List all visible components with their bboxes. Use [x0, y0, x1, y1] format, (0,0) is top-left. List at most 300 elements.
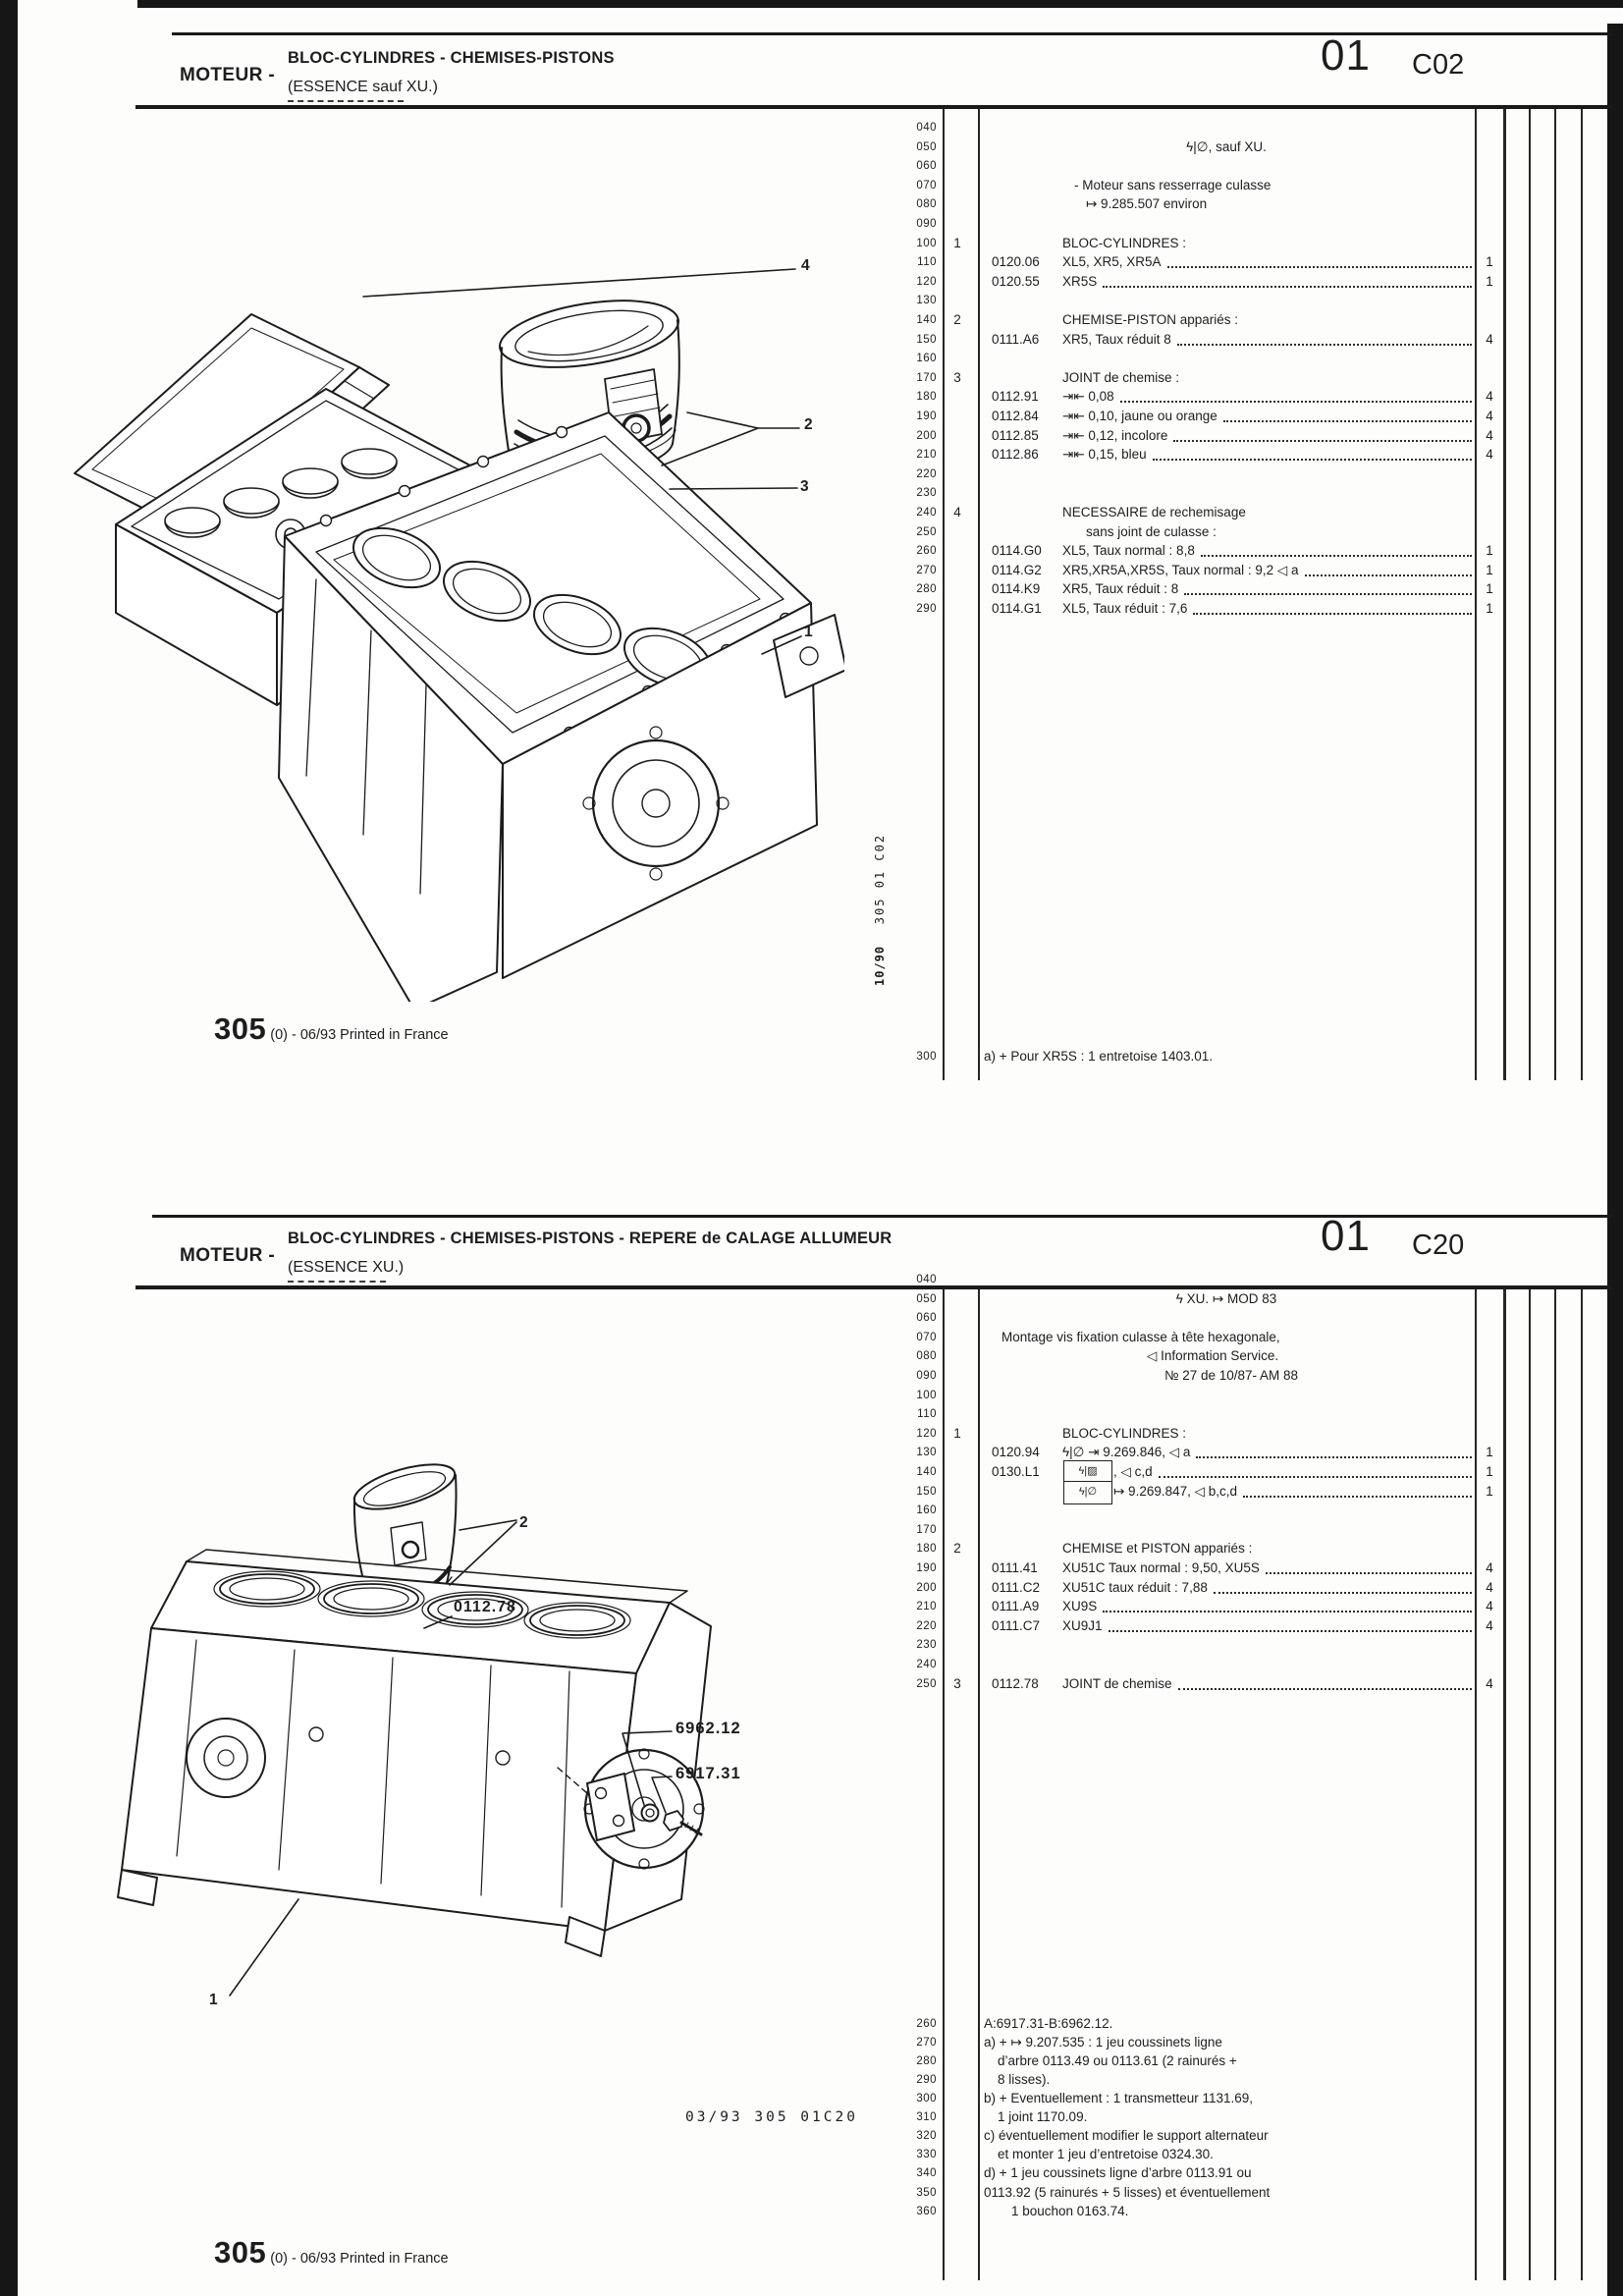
line-number: 070 [916, 180, 937, 191]
item-number [937, 2203, 978, 2204]
table-row [911, 369, 1504, 389]
table-row [911, 292, 1504, 311]
row-content [978, 2034, 1475, 2053]
table-row [911, 235, 1504, 254]
quantity [1475, 2146, 1504, 2147]
row-content [978, 2090, 1475, 2109]
item-number [937, 2146, 978, 2147]
item-number [937, 1521, 978, 1522]
line-number: 040 [916, 1274, 937, 1285]
row-text: b) + Eventuellement : 1 transmetteur 1131.69, [984, 2091, 1254, 2105]
callout-1: 1 [804, 624, 813, 640]
line-number: 080 [916, 198, 937, 210]
row-text: BLOC-CYLINDRES : [1062, 236, 1187, 250]
row-text: XU51C taux réduit : 7,88 [1062, 1580, 1208, 1595]
item-number: 3 [953, 1676, 961, 1691]
item-number [937, 427, 978, 428]
item-number [937, 1387, 978, 1388]
item-number [937, 1559, 978, 1560]
row-text: 8 lisses). [998, 2072, 1051, 2087]
item-number [937, 292, 978, 293]
line-number: 060 [916, 160, 937, 172]
row-content [978, 1579, 1475, 1599]
row-text: ⇥⇤ 0,12, incolore [1062, 428, 1168, 443]
line-number: 220 [916, 468, 937, 480]
rule-header-bottom-1 [135, 105, 1612, 109]
line-number: 290 [916, 603, 937, 615]
margin-vline [1529, 1289, 1531, 2280]
quantity [1475, 2203, 1504, 2204]
quantity: 1 [1486, 581, 1493, 596]
line-number: 350 [916, 2187, 937, 2199]
part-code: 0112.84 [992, 409, 1039, 423]
dot-leader [1193, 600, 1472, 615]
quantity [1475, 1405, 1504, 1406]
callout-2: 2 [804, 416, 813, 433]
row-text: d’arbre 0113.49 ou 0113.61 (2 rainurés + [998, 2053, 1237, 2068]
quantity: 4 [1486, 1599, 1493, 1613]
part-label-6917-31: 6917.31 [676, 1765, 741, 1782]
table-row [911, 1675, 1504, 1695]
row-content [978, 2184, 1475, 2204]
table-row [911, 446, 1504, 465]
line-number: 360 [916, 2206, 937, 2217]
table-row [911, 465, 1504, 485]
line-number: 190 [916, 410, 937, 422]
row-text: 1 bouchon 0163.74. [1011, 2204, 1129, 2218]
row-content [978, 580, 1475, 600]
rule-top-1 [172, 32, 1612, 35]
quantity [1475, 2184, 1504, 2185]
footer-number: 305 [214, 2235, 267, 2269]
line-number: 300 [916, 1051, 937, 1063]
item-number [937, 2052, 978, 2053]
row-content [978, 2071, 1475, 2091]
row-content [978, 253, 1475, 273]
row-content [978, 1048, 1475, 1067]
item-number [937, 2127, 978, 2128]
quantity [1475, 350, 1504, 351]
callout-4: 4 [801, 257, 810, 274]
line-number: 200 [916, 430, 937, 442]
row-content [978, 2127, 1475, 2147]
row-text: ϟ|∅, sauf XU. [1186, 139, 1267, 154]
row-content [978, 1425, 1475, 1445]
quantity [1475, 235, 1504, 236]
line-number: 150 [916, 1486, 937, 1498]
item-number [937, 562, 978, 563]
row-content [978, 331, 1475, 351]
row-content [978, 1675, 1475, 1695]
row-text: CHEMISE et PISTON appariés : [1062, 1541, 1253, 1556]
symbol-box-top: ϟ|▨ [1064, 1461, 1111, 1482]
quantity [1475, 1309, 1504, 1310]
line-number: 280 [916, 583, 937, 595]
section2-group-number: 01 [1321, 1212, 1371, 1260]
line-number: 060 [916, 1312, 937, 1324]
row-content [978, 1656, 1475, 1675]
table-row [911, 1579, 1504, 1599]
table-row [911, 1617, 1504, 1637]
row-content [978, 215, 1475, 235]
row-content [978, 1598, 1475, 1617]
line-number: 170 [916, 1524, 937, 1536]
line-number: 180 [916, 391, 937, 403]
row-content [978, 119, 1475, 138]
table-row [911, 2184, 1504, 2204]
row-content [978, 1309, 1475, 1329]
table-row [911, 1521, 1504, 1541]
equipment-symbol-box [1063, 1460, 1112, 1504]
table-row [911, 1444, 1504, 1463]
item-number: 2 [953, 1541, 961, 1556]
row-text: ⇥⇤ 0,15, bleu [1062, 447, 1147, 462]
row-content [978, 1463, 1475, 1483]
quantity [1475, 2052, 1504, 2053]
quantity [1475, 1656, 1504, 1657]
row-text: № 27 de 10/87- AM 88 [1164, 1368, 1299, 1383]
quantity: 1 [1486, 1484, 1493, 1499]
part-code: 0111.A9 [992, 1599, 1040, 1613]
row-text: XU51C Taux normal : 9,50, XU5S [1062, 1560, 1260, 1575]
dot-leader [1223, 408, 1472, 422]
item-number [937, 2090, 978, 2091]
table-row [911, 1463, 1504, 1483]
part-code: 0111.C2 [992, 1580, 1041, 1595]
margin-vline [1581, 1289, 1583, 2280]
engine-block-drawing-c20 [59, 1434, 903, 2082]
imprint-ref: 305 01 C02 [873, 833, 887, 925]
quantity [1475, 195, 1504, 196]
margin-vline [1581, 109, 1583, 1080]
line-number: 250 [916, 526, 937, 538]
part-code: 0112.78 [992, 1676, 1039, 1691]
row-text: ⇥⇤ 0,10, jaune ou orange [1062, 409, 1217, 423]
table-row [911, 2034, 1504, 2053]
item-number [937, 1271, 978, 1272]
section1-subtitle: (ESSENCE sauf XU.) [288, 79, 438, 95]
row-text: CHEMISE-PISTON appariés : [1062, 312, 1239, 327]
quantity [1475, 369, 1504, 370]
row-text: et monter 1 jeu d’entretoise 0324.30. [998, 2147, 1214, 2161]
line-number: 100 [916, 238, 937, 249]
rule-top-2 [152, 1215, 1612, 1218]
item-number [937, 195, 978, 196]
footer-c02 [214, 1011, 449, 1047]
right-scan-edge [1607, 24, 1623, 2296]
row-content [978, 408, 1475, 427]
line-number: 040 [916, 122, 937, 134]
margin-vline [1554, 1289, 1556, 2280]
item-number [937, 1309, 978, 1310]
row-content [978, 600, 1475, 620]
item-number [937, 2184, 978, 2185]
item-number [937, 465, 978, 466]
item-number [937, 1347, 978, 1348]
item-number [937, 1463, 978, 1464]
part-code: 0130.L1 [992, 1464, 1040, 1479]
row-content [978, 2108, 1475, 2128]
row-text: ϟ|∅ ⇥ 9.269.846, ◁ a [1062, 1445, 1191, 1459]
item-number [937, 1502, 978, 1503]
table-row [911, 542, 1504, 562]
row-text: ◁ Information Service. [1147, 1348, 1279, 1363]
row-content [978, 1290, 1475, 1310]
line-number: 270 [916, 565, 937, 576]
quantity [1475, 311, 1504, 312]
item-number [937, 177, 978, 178]
line-number: 140 [916, 1466, 937, 1478]
dot-leader [1178, 1675, 1472, 1690]
quantity [1475, 157, 1504, 158]
row-text: a) + Pour XR5S : 1 entretoise 1403.01. [984, 1049, 1214, 1064]
part-code: 0120.55 [992, 274, 1040, 289]
row-content [978, 542, 1475, 562]
row-content [978, 2052, 1475, 2072]
row-text: - Moteur sans resserrage culasse [1074, 178, 1271, 192]
row-text: XR5, Taux réduit 8 [1062, 332, 1171, 347]
table-row [911, 253, 1504, 273]
quantity [1475, 177, 1504, 178]
engine-block-drawing-c02 [59, 187, 844, 1002]
line-number: 100 [916, 1390, 937, 1401]
line-number: 050 [916, 1293, 937, 1305]
line-number: 250 [916, 1678, 937, 1690]
line-number: 160 [916, 353, 937, 364]
item-number [937, 119, 978, 120]
item-number: 3 [953, 370, 961, 385]
quantity: 1 [1486, 254, 1493, 269]
item-number [937, 1579, 978, 1580]
section1-title: BLOC-CYLINDRES - CHEMISES-PISTONS [288, 49, 615, 67]
dot-leader [1243, 1483, 1472, 1498]
quantity: 1 [1486, 601, 1493, 616]
table-row [911, 331, 1504, 351]
item-number [937, 580, 978, 581]
quantity [1475, 2015, 1504, 2016]
part-label-6962-12: 6962.12 [676, 1720, 741, 1737]
left-scan-edge [0, 0, 18, 2296]
table-row [911, 1329, 1504, 1348]
table-row [911, 1483, 1504, 1503]
quantity [1475, 2034, 1504, 2035]
table-row [911, 195, 1504, 215]
table-row [911, 1540, 1504, 1559]
quantity [1475, 1540, 1504, 1541]
row-text: 1 joint 1170.09. [998, 2109, 1088, 2124]
table-row [911, 1598, 1504, 1617]
quantity [1475, 1636, 1504, 1637]
line-number: 160 [916, 1504, 937, 1516]
line-number: 270 [916, 2037, 937, 2049]
item-number [937, 2034, 978, 2035]
dot-leader [1214, 1579, 1472, 1594]
quantity: 4 [1486, 1560, 1493, 1575]
row-content [978, 1271, 1475, 1290]
item-number [937, 1598, 978, 1599]
part-code: 0111.C7 [992, 1618, 1041, 1633]
item-number [937, 1329, 978, 1330]
row-content [978, 1617, 1475, 1637]
table-row [911, 1290, 1504, 1310]
row-text: sans joint de culasse : [1086, 524, 1217, 539]
part-code: 0112.86 [992, 447, 1039, 462]
line-number: 130 [916, 1447, 937, 1458]
row-text: , ◁ c,d [1113, 1464, 1153, 1479]
quantity [1475, 1329, 1504, 1330]
line-number: 120 [916, 276, 937, 288]
row-content [978, 2015, 1475, 2035]
table-row [911, 2203, 1504, 2222]
item-number [937, 1483, 978, 1484]
row-text: Montage vis fixation culasse à tête hexagonale, [1001, 1330, 1280, 1344]
section1-page-code: C02 [1412, 49, 1465, 81]
footer-number: 305 [214, 1011, 267, 1046]
margin-vline [1554, 109, 1556, 1080]
dot-leader [1167, 253, 1472, 268]
table-row [911, 1309, 1504, 1329]
quantity: 4 [1486, 428, 1493, 443]
line-number: 300 [916, 2093, 937, 2105]
table-row [911, 427, 1504, 447]
row-content [978, 427, 1475, 447]
callout-3: 3 [800, 478, 809, 495]
table-row [911, 2108, 1504, 2128]
item-number [937, 2015, 978, 2016]
item-number [937, 542, 978, 543]
item-number [937, 523, 978, 524]
line-number: 140 [916, 314, 937, 326]
dot-leader [1266, 1559, 1472, 1574]
section2-dept: MOTEUR - [180, 1245, 276, 1266]
line-number: 210 [916, 449, 937, 461]
item-number [937, 1636, 978, 1637]
table-row [911, 1271, 1504, 1290]
subtitle-underline-2 [288, 1281, 386, 1283]
quantity [1475, 523, 1504, 524]
dot-leader [1153, 446, 1472, 461]
item-number [937, 273, 978, 274]
row-content [978, 138, 1475, 158]
row-content [978, 446, 1475, 465]
item-number [937, 446, 978, 447]
item-number [937, 1290, 978, 1291]
table-row [911, 523, 1504, 543]
row-content [978, 350, 1475, 369]
row-text: JOINT de chemise [1062, 1676, 1172, 1691]
line-number: 230 [916, 487, 937, 499]
row-content [978, 465, 1475, 485]
row-content [978, 177, 1475, 196]
quantity [1475, 138, 1504, 139]
row-content [978, 311, 1475, 331]
dot-leader [1184, 580, 1472, 595]
table-row [911, 2071, 1504, 2091]
line-number: 240 [916, 507, 937, 519]
table-row [911, 1367, 1504, 1387]
table-row [911, 504, 1504, 523]
quantity [1475, 2090, 1504, 2091]
table-row [911, 408, 1504, 427]
part-code: 0114.G0 [992, 543, 1042, 558]
part-code: 0114.K9 [992, 581, 1041, 596]
table-row [911, 311, 1504, 331]
row-text: ↦ 9.269.847, ◁ b,c,d [1113, 1484, 1238, 1499]
row-text: XR5,XR5A,XR5S, Taux normal : 9,2 ◁ a [1062, 563, 1299, 577]
table-row [911, 2090, 1504, 2109]
quantity: 1 [1486, 543, 1493, 558]
part-code: 0112.85 [992, 428, 1039, 443]
table-row [911, 1425, 1504, 1445]
section2-subtitle: (ESSENCE XU.) [288, 1259, 405, 1276]
table-row [911, 388, 1504, 408]
row-content [978, 2203, 1475, 2222]
footer-info: (0) - 06/93 Printed in France [270, 2251, 449, 2267]
part-code: 0114.G1 [992, 601, 1042, 616]
line-number: 240 [916, 1659, 937, 1670]
table-row [911, 215, 1504, 235]
part-code: 0120.06 [992, 254, 1040, 269]
row-content [978, 484, 1475, 504]
table-row [911, 138, 1504, 158]
item-number: 2 [953, 312, 961, 327]
table-row [911, 119, 1504, 138]
dot-leader [1159, 1463, 1472, 1478]
dot-leader [1103, 1598, 1472, 1613]
quantity [1475, 1347, 1504, 1348]
row-content [978, 292, 1475, 311]
table-row [911, 1048, 1504, 1067]
row-content [978, 1329, 1475, 1348]
dot-leader [1196, 1444, 1472, 1458]
row-text: ↦ 9.285.507 environ [1086, 196, 1208, 211]
quantity [1475, 1290, 1504, 1291]
item-number [937, 1367, 978, 1368]
row-text: d) + 1 jeu coussinets ligne d’arbre 0113.91 ou [984, 2165, 1252, 2180]
table-row [911, 2146, 1504, 2165]
table-row [911, 1502, 1504, 1521]
row-content [978, 388, 1475, 408]
row-content [978, 504, 1475, 523]
quantity: 1 [1486, 274, 1493, 289]
item-number [937, 157, 978, 158]
quantity: 4 [1486, 447, 1493, 462]
row-text: A:6917.31-B:6962.12. [984, 2016, 1113, 2031]
quantity [1475, 1502, 1504, 1503]
print-imprint-c20: 03/93 305 01C20 [685, 2109, 858, 2125]
row-content [978, 562, 1475, 581]
dot-leader [1177, 331, 1472, 346]
quantity: 4 [1486, 1618, 1493, 1633]
item-number: 4 [953, 505, 961, 519]
quantity: 4 [1486, 1676, 1493, 1691]
callout-1: 1 [209, 1992, 218, 2008]
row-content [978, 1367, 1475, 1387]
part-code: 0114.G2 [992, 563, 1042, 577]
line-number: 310 [916, 2111, 937, 2123]
quantity [1475, 504, 1504, 505]
row-content [978, 1444, 1475, 1463]
item-number [937, 2108, 978, 2109]
table-row [911, 350, 1504, 369]
section1-group-number: 01 [1321, 31, 1371, 80]
line-number: 290 [916, 2074, 937, 2086]
table-row [911, 177, 1504, 196]
vertical-imprint [873, 790, 887, 986]
item-number: 1 [953, 236, 961, 250]
row-text: 0113.92 (5 rainurés + 5 lisses) et éventuellement [984, 2185, 1271, 2200]
line-number: 340 [916, 2167, 937, 2179]
